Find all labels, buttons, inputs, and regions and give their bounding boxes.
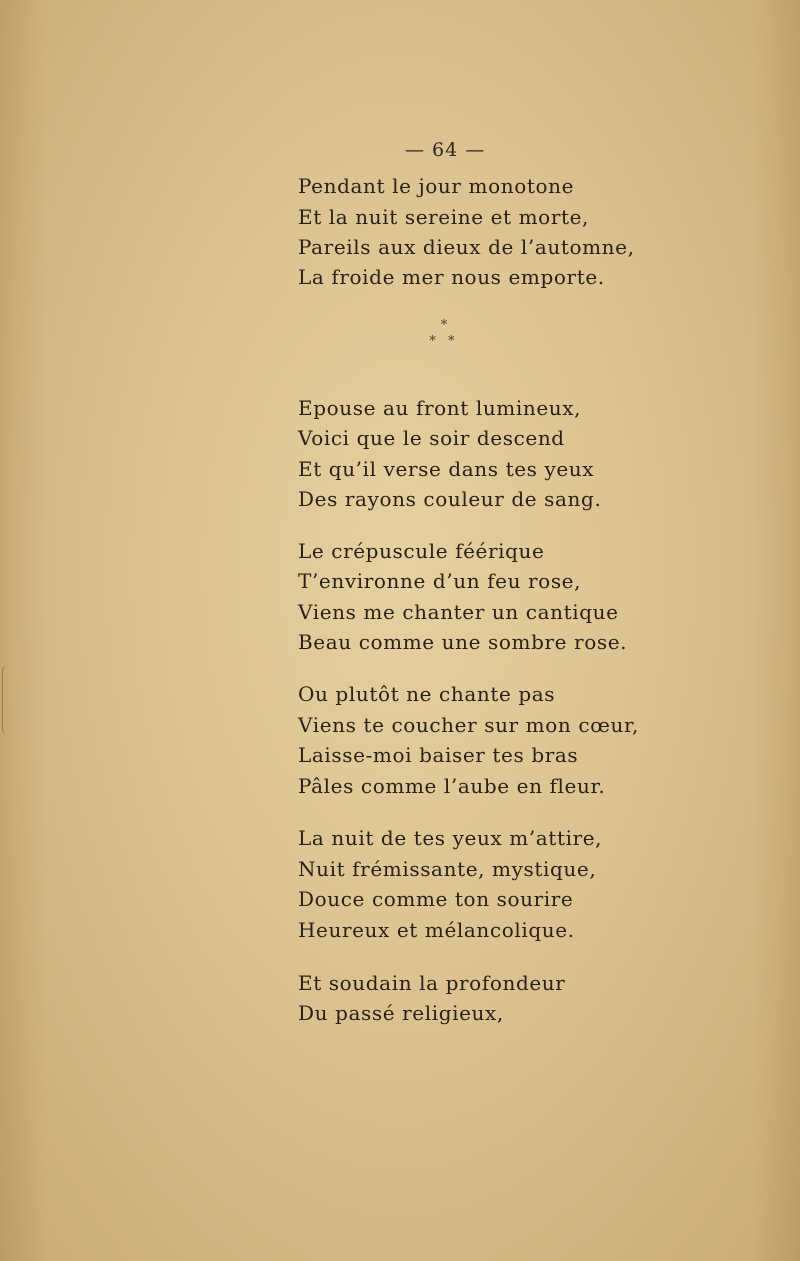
verse-line: Des rayons couleur de sang. (298, 487, 602, 511)
verse-line: Pendant le jour monotone (298, 174, 575, 198)
verse-line: Viens te coucher sur mon cœur, (298, 713, 639, 737)
verse-line: T’environne d’un feu rose, (298, 569, 582, 593)
page-edge-mark (2, 665, 17, 735)
section-separator (420, 318, 468, 362)
verse-line: La froide mer nous emporte. (298, 265, 605, 289)
verse-line: Ou plutôt ne chante pas (298, 682, 556, 706)
separator-stars-bottom: * * (429, 334, 459, 349)
verse-line: Le crépuscule féérique (298, 539, 545, 563)
verse-line: Et soudain la profondeur (298, 971, 566, 995)
verse-line: La nuit de tes yeux m’attire, (298, 826, 603, 850)
verse-line: Viens me chanter un cantique (298, 600, 619, 624)
verse-line: Et la nuit sereine et morte, (298, 205, 590, 229)
verse-line: Pâles comme l’aube en fleur. (298, 774, 606, 798)
verse-line: Beau comme une sombre rose. (298, 630, 628, 654)
page-number: — 64 — (405, 139, 486, 161)
verse-line: Pareils aux dieux de l’automne, (298, 235, 635, 259)
verse-line: Epouse au front lumineux, (298, 396, 582, 420)
verse-line: Heureux et mélancolique. (298, 918, 575, 942)
separator-star-top: * (440, 318, 448, 333)
verse-line: Voici que le soir descend (298, 426, 565, 450)
verse-line: Laisse-moi baiser tes bras (298, 743, 579, 767)
verse-line: Et qu’il verse dans tes yeux (298, 457, 595, 481)
verse-line: Douce comme ton sourire (298, 887, 574, 911)
verse-line: Nuit frémissante, mystique, (298, 857, 597, 881)
verse-line: Du passé religieux, (298, 1001, 504, 1025)
